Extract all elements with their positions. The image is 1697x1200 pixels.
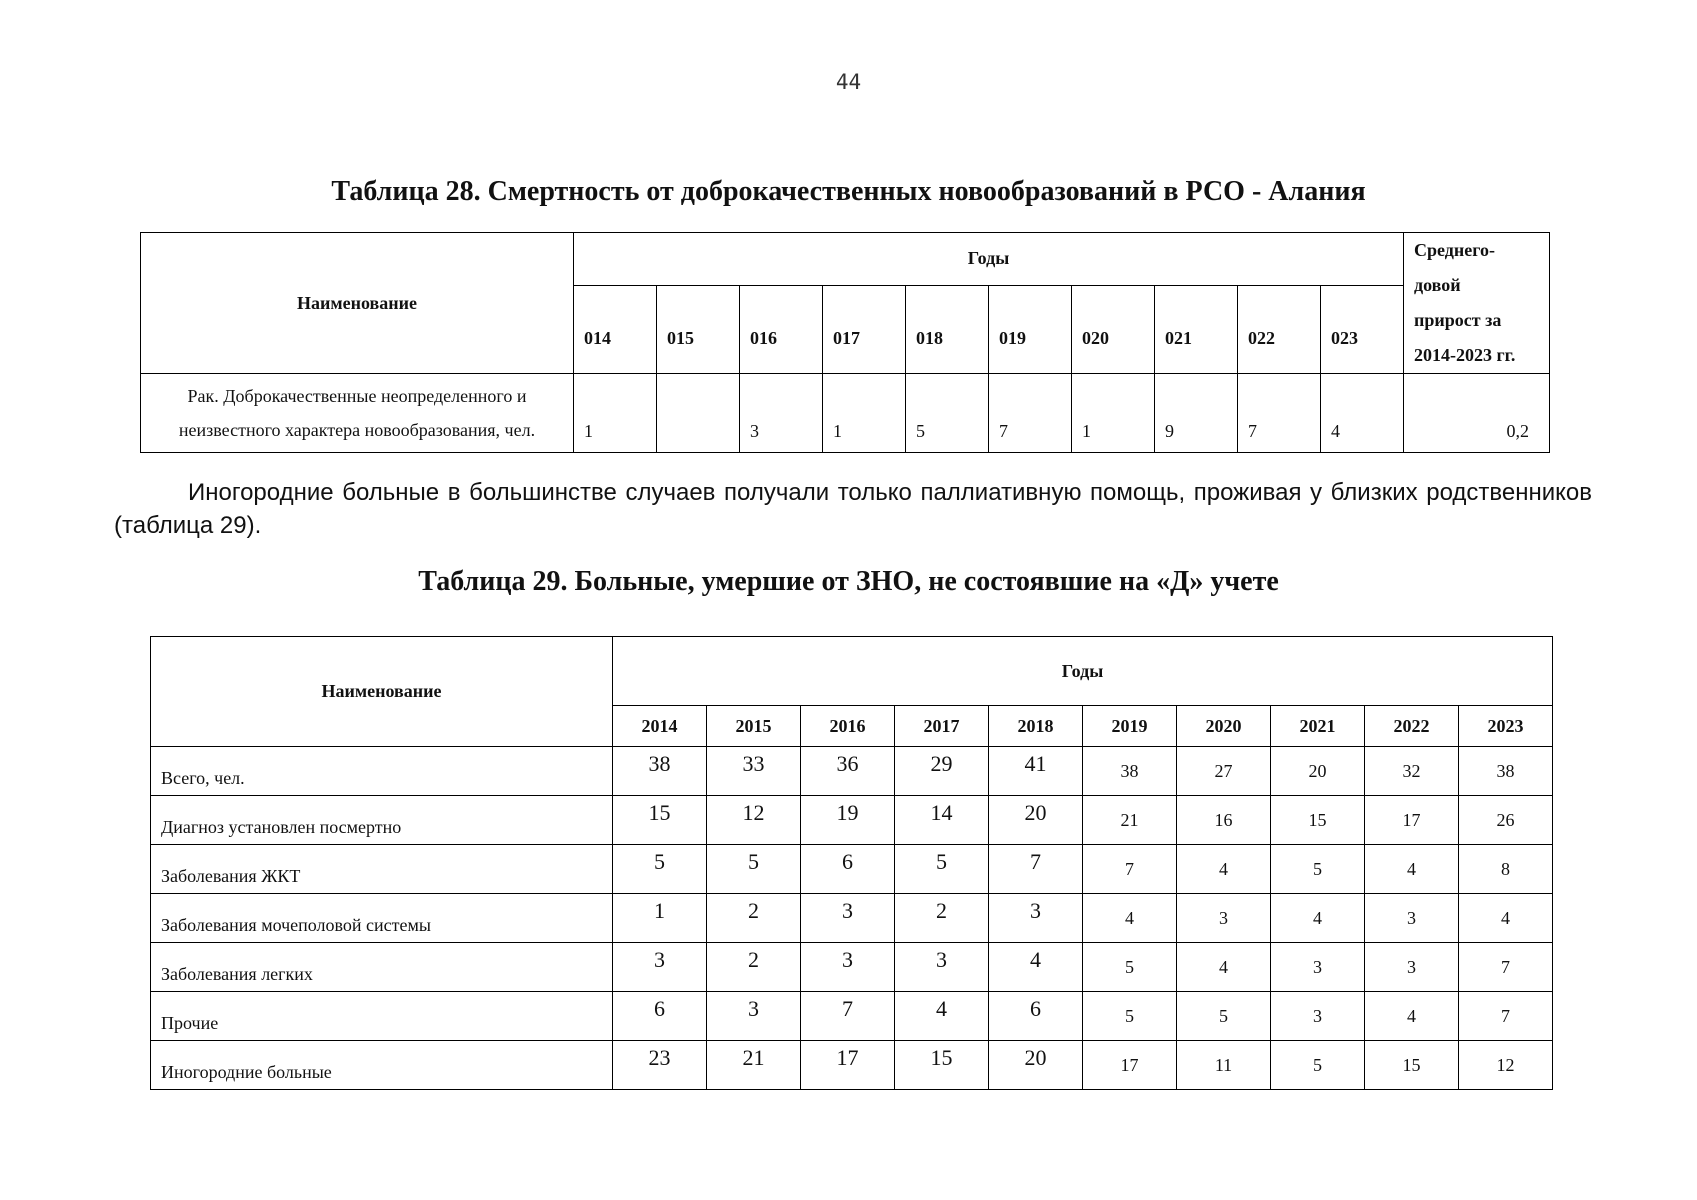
table-29-cell: 12 — [1459, 1041, 1553, 1090]
table-29-cell: 17 — [801, 1041, 895, 1090]
table-28-cell: 7 — [989, 374, 1072, 453]
table-29-cell: 38 — [1083, 747, 1177, 796]
table-29-year-header: 2016 — [801, 706, 895, 747]
table-29-cell: 3 — [895, 943, 989, 992]
table-28-avg-header — [1404, 233, 1550, 374]
table-29-cell: 5 — [895, 845, 989, 894]
table-29-cell: 38 — [1459, 747, 1553, 796]
table-28-row-name — [141, 374, 574, 453]
table-29-cell: 5 — [1083, 943, 1177, 992]
table-29-cell: 17 — [1365, 796, 1459, 845]
table-29-cell: 38 — [613, 747, 707, 796]
table-28-year-header: 016 — [740, 285, 823, 373]
table-29-cell: 8 — [1459, 845, 1553, 894]
table-29-year-header: 2018 — [989, 706, 1083, 747]
table-29-row-name: Прочие — [151, 992, 613, 1041]
table-29-cell: 36 — [801, 747, 895, 796]
table-29-cell: 5 — [613, 845, 707, 894]
table-row — [151, 992, 1553, 1041]
body-paragraph: Иногородние больные в большинстве случаев получали только паллиативную помощь, проживая у близких родственников (таблица 29). — [114, 479, 1592, 539]
table-29-cell: 4 — [1365, 845, 1459, 894]
table-29-row-name: Заболевания ЖКТ — [151, 845, 613, 894]
table-29-cell: 20 — [989, 796, 1083, 845]
table-29-cell: 4 — [1177, 943, 1271, 992]
table-29-title: Таблица 29. Больные, умершие от ЗНО, не состоявшие на «Д» учете — [418, 566, 1279, 597]
table-29-cell: 6 — [613, 992, 707, 1041]
table-29-cell: 4 — [989, 943, 1083, 992]
table-29-cell: 12 — [707, 796, 801, 845]
table-row — [151, 845, 1553, 894]
table-28-cell: 5 — [906, 374, 989, 453]
table-29-cell: 2 — [895, 894, 989, 943]
table-29-cell: 33 — [707, 747, 801, 796]
table-29-row-name: Диагноз установлен посмертно — [151, 796, 613, 845]
table-29-cell: 3 — [989, 894, 1083, 943]
row-name-line: Рак. Доброкачественные неопределенного и — [187, 386, 527, 406]
table-29-year-header: 2023 — [1459, 706, 1553, 747]
table-row — [151, 894, 1553, 943]
table-29-cell: 7 — [1459, 992, 1553, 1041]
table-29-cell: 4 — [895, 992, 989, 1041]
table-29-cell: 21 — [707, 1041, 801, 1090]
table-28-year-header: 018 — [906, 285, 989, 373]
table-29 — [150, 636, 1553, 1090]
table-29-cell: 3 — [1365, 943, 1459, 992]
table-29-cell: 5 — [1271, 1041, 1365, 1090]
table-29-cell: 5 — [1177, 992, 1271, 1041]
table-28-title: Таблица 28. Смертность от доброкачественных новообразований в РСО - Алания — [331, 176, 1366, 207]
table-29-name-header: Наименование — [151, 637, 613, 747]
table-28-cell — [657, 374, 740, 453]
table-29-cell: 11 — [1177, 1041, 1271, 1090]
table-29-cell: 23 — [613, 1041, 707, 1090]
table-28-year-header: 019 — [989, 285, 1072, 373]
table-29-cell: 4 — [1459, 894, 1553, 943]
table-29-cell: 4 — [1177, 845, 1271, 894]
table-29-cell: 7 — [989, 845, 1083, 894]
table-29-years-header: Годы — [613, 637, 1553, 706]
table-29-cell: 21 — [1083, 796, 1177, 845]
table-28-cell: 1 — [1072, 374, 1155, 453]
table-row — [151, 1041, 1553, 1090]
table-29-cell: 2 — [707, 894, 801, 943]
table-29-cell: 6 — [801, 845, 895, 894]
table-row — [151, 943, 1553, 992]
table-29-cell: 15 — [1365, 1041, 1459, 1090]
table-29-cell: 19 — [801, 796, 895, 845]
table-28-avg-cell: 0,2 — [1404, 374, 1550, 453]
table-29-year-header: 2017 — [895, 706, 989, 747]
table-29-cell: 41 — [989, 747, 1083, 796]
table-29-cell: 7 — [801, 992, 895, 1041]
table-28-years-header: Годы — [574, 233, 1404, 286]
table-29-cell: 4 — [1365, 992, 1459, 1041]
avg-header-line: прирост за — [1414, 310, 1502, 330]
table-29-cell: 3 — [801, 943, 895, 992]
table-29-cell: 7 — [1083, 845, 1177, 894]
table-29-cell: 5 — [1271, 845, 1365, 894]
table-29-cell: 27 — [1177, 747, 1271, 796]
table-29-cell: 3 — [1365, 894, 1459, 943]
table-29-cell: 20 — [989, 1041, 1083, 1090]
table-28-year-header: 022 — [1238, 285, 1321, 373]
table-29-row-name: Заболевания мочеполовой системы — [151, 894, 613, 943]
table-29-year-header: 2021 — [1271, 706, 1365, 747]
table-29-row-name: Всего, чел. — [151, 747, 613, 796]
table-28-year-header: 015 — [657, 285, 740, 373]
table-28-cell: 1 — [823, 374, 906, 453]
table-29-year-header: 2019 — [1083, 706, 1177, 747]
table-29-cell: 32 — [1365, 747, 1459, 796]
table-29-cell: 2 — [707, 943, 801, 992]
table-29-cell: 3 — [1177, 894, 1271, 943]
table-29-cell: 3 — [1271, 943, 1365, 992]
table-29-year-header: 2014 — [613, 706, 707, 747]
table-29-row-name: Заболевания легких — [151, 943, 613, 992]
table-28-cell: 7 — [1238, 374, 1321, 453]
page-number: 44 — [835, 70, 862, 94]
table-29-cell: 6 — [989, 992, 1083, 1041]
table-28-cell: 3 — [740, 374, 823, 453]
table-28-year-header: 017 — [823, 285, 906, 373]
table-29-cell: 1 — [613, 894, 707, 943]
table-29-cell: 15 — [895, 1041, 989, 1090]
table-29-year-header: 2015 — [707, 706, 801, 747]
table-29-cell: 29 — [895, 747, 989, 796]
avg-header-line: Среднего- — [1414, 240, 1495, 260]
table-29-cell: 17 — [1083, 1041, 1177, 1090]
avg-header-line: довой — [1414, 275, 1461, 295]
table-row — [151, 747, 1553, 796]
table-28-cell: 9 — [1155, 374, 1238, 453]
table-29-cell: 5 — [707, 845, 801, 894]
table-29-cell: 14 — [895, 796, 989, 845]
table-29-cell: 4 — [1271, 894, 1365, 943]
table-28-year-header: 021 — [1155, 285, 1238, 373]
table-29-cell: 7 — [1459, 943, 1553, 992]
table-row — [151, 796, 1553, 845]
table-29-cell: 3 — [613, 943, 707, 992]
table-29-year-header: 2022 — [1365, 706, 1459, 747]
table-28-cell: 1 — [574, 374, 657, 453]
table-28-year-header: 014 — [574, 285, 657, 373]
avg-header-line: 2014-2023 гг. — [1414, 345, 1516, 365]
table-29-cell: 20 — [1271, 747, 1365, 796]
table-29-cell: 3 — [801, 894, 895, 943]
table-29-cell: 3 — [707, 992, 801, 1041]
table-29-year-header: 2020 — [1177, 706, 1271, 747]
table-29-cell: 16 — [1177, 796, 1271, 845]
table-29-cell: 3 — [1271, 992, 1365, 1041]
table-29-cell: 4 — [1083, 894, 1177, 943]
table-29-row-name: Иногородние больные — [151, 1041, 613, 1090]
table-29-cell: 5 — [1083, 992, 1177, 1041]
table-28-year-header: 023 — [1321, 285, 1404, 373]
table-28-name-header: Наименование — [141, 233, 574, 374]
table-29-cell: 15 — [1271, 796, 1365, 845]
table-28-year-header: 020 — [1072, 285, 1155, 373]
table-29-cell: 15 — [613, 796, 707, 845]
table-28 — [140, 232, 1550, 453]
table-28-cell: 4 — [1321, 374, 1404, 453]
row-name-line: неизвестного характера новообразования, чел. — [178, 420, 536, 440]
table-row — [141, 374, 1550, 453]
table-29-body — [151, 747, 1553, 1090]
table-29-cell: 26 — [1459, 796, 1553, 845]
